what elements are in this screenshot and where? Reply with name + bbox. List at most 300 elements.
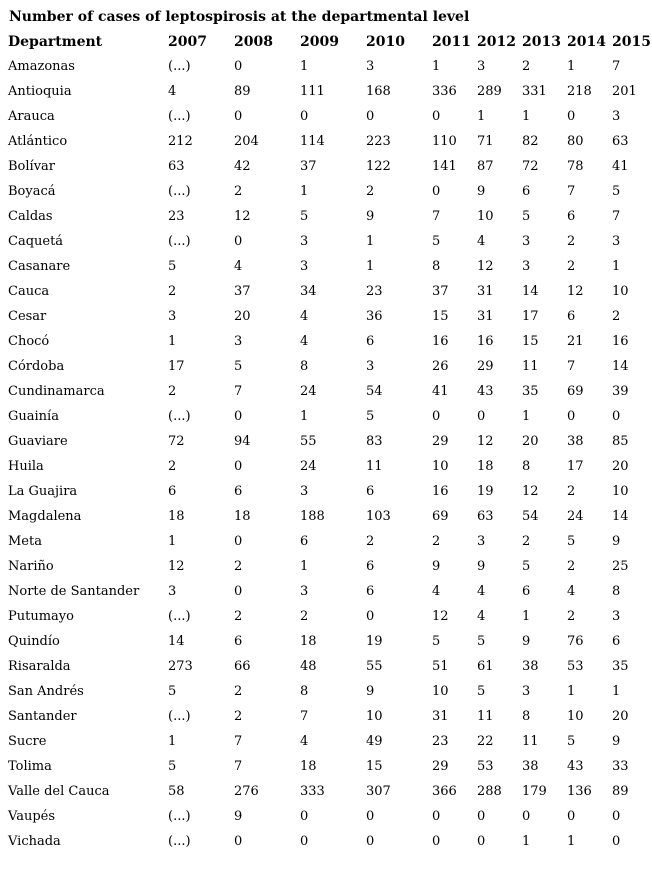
department-name-cell: Amazonas xyxy=(8,59,75,74)
case-count-cell: 20 xyxy=(612,459,629,474)
case-count-cell: 333 xyxy=(300,784,325,799)
case-count-cell: 0 xyxy=(432,409,441,424)
case-count-cell: 5 xyxy=(432,234,441,249)
case-count-cell: 72 xyxy=(522,159,539,174)
case-count-cell: 11 xyxy=(522,734,539,749)
case-count-cell: 1 xyxy=(168,534,177,549)
case-count-cell: 18 xyxy=(300,634,317,649)
case-count-cell: 6 xyxy=(366,484,375,499)
case-count-cell: 41 xyxy=(432,384,449,399)
case-count-cell: 6 xyxy=(567,209,576,224)
case-count-cell: 10 xyxy=(432,459,449,474)
case-count-cell: 2 xyxy=(567,259,576,274)
department-name-cell: Sucre xyxy=(8,734,47,749)
case-count-cell: 1 xyxy=(612,684,621,699)
case-count-cell: 7 xyxy=(432,209,441,224)
case-count-cell: 7 xyxy=(234,384,243,399)
case-count-cell: (...) xyxy=(168,184,191,199)
case-count-cell: 1 xyxy=(522,109,531,124)
case-count-cell: 31 xyxy=(477,309,494,324)
case-count-cell: 2 xyxy=(567,234,576,249)
case-count-cell: 55 xyxy=(366,659,383,674)
case-count-cell: 5 xyxy=(612,184,621,199)
case-count-cell: 0 xyxy=(234,409,243,424)
case-count-cell: 10 xyxy=(477,209,494,224)
case-count-cell: 1 xyxy=(300,409,309,424)
case-count-cell: (...) xyxy=(168,834,191,849)
table-row xyxy=(0,679,652,704)
case-count-cell: 5 xyxy=(366,409,375,424)
case-count-cell: 2 xyxy=(234,609,243,624)
case-count-cell: 307 xyxy=(366,784,391,799)
case-count-cell: 114 xyxy=(300,134,325,149)
case-count-cell: 2 xyxy=(234,184,243,199)
case-count-cell: 336 xyxy=(432,84,457,99)
case-count-cell: 4 xyxy=(477,584,486,599)
case-count-cell: 10 xyxy=(612,484,629,499)
case-count-cell: 85 xyxy=(612,434,629,449)
case-count-cell: 2 xyxy=(432,534,441,549)
case-count-cell: 18 xyxy=(234,509,251,524)
case-count-cell: 6 xyxy=(366,334,375,349)
case-count-cell: 12 xyxy=(168,559,185,574)
case-count-cell: 1 xyxy=(168,734,177,749)
case-count-cell: 5 xyxy=(567,534,576,549)
table-row xyxy=(0,329,652,354)
case-count-cell: 3 xyxy=(522,234,531,249)
case-count-cell: 5 xyxy=(522,209,531,224)
table-row xyxy=(0,304,652,329)
case-count-cell: 42 xyxy=(234,159,251,174)
column-header-year: 2014 xyxy=(567,33,606,50)
case-count-cell: 55 xyxy=(300,434,317,449)
case-count-cell: 16 xyxy=(432,484,449,499)
case-count-cell: 8 xyxy=(300,684,309,699)
case-count-cell: (...) xyxy=(168,59,191,74)
case-count-cell: 136 xyxy=(567,784,592,799)
case-count-cell: 4 xyxy=(477,609,486,624)
case-count-cell: 0 xyxy=(366,109,375,124)
case-count-cell: 34 xyxy=(300,284,317,299)
case-count-cell: 0 xyxy=(234,584,243,599)
case-count-cell: 23 xyxy=(168,209,185,224)
table-row xyxy=(0,429,652,454)
case-count-cell: 0 xyxy=(567,409,576,424)
case-count-cell: 71 xyxy=(477,134,494,149)
case-count-cell: 54 xyxy=(522,509,539,524)
case-count-cell: 14 xyxy=(612,359,629,374)
case-count-cell: 8 xyxy=(612,584,621,599)
case-count-cell: 4 xyxy=(567,584,576,599)
table-header xyxy=(0,29,652,54)
case-count-cell: 1 xyxy=(168,334,177,349)
case-count-cell: 2 xyxy=(300,609,309,624)
case-count-cell: 2 xyxy=(567,559,576,574)
case-count-cell: 2 xyxy=(522,534,531,549)
department-name-cell: Cauca xyxy=(8,284,50,299)
case-count-cell: 41 xyxy=(612,159,629,174)
case-count-cell: (...) xyxy=(168,709,191,724)
case-count-cell: 1 xyxy=(366,234,375,249)
case-count-cell: 0 xyxy=(477,409,486,424)
case-count-cell: 6 xyxy=(612,634,621,649)
department-name-cell: Putumayo xyxy=(8,609,74,624)
column-header-year: 2009 xyxy=(300,33,339,50)
case-count-cell: 4 xyxy=(432,584,441,599)
department-name-cell: Cesar xyxy=(8,309,47,324)
case-count-cell: 15 xyxy=(366,759,383,774)
table-row xyxy=(0,279,652,304)
case-count-cell: 5 xyxy=(522,559,531,574)
case-count-cell: 69 xyxy=(567,384,584,399)
case-count-cell: 3 xyxy=(168,584,177,599)
case-count-cell: 8 xyxy=(522,709,531,724)
case-count-cell: 0 xyxy=(234,234,243,249)
column-header-year: 2015 xyxy=(612,33,651,50)
case-count-cell: 12 xyxy=(477,259,494,274)
case-count-cell: 19 xyxy=(477,484,494,499)
case-count-cell: 6 xyxy=(366,559,375,574)
case-count-cell: 43 xyxy=(477,384,494,399)
case-count-cell: 0 xyxy=(234,459,243,474)
case-count-cell: 23 xyxy=(432,734,449,749)
case-count-cell: 80 xyxy=(567,134,584,149)
case-count-cell: 4 xyxy=(300,334,309,349)
case-count-cell: 5 xyxy=(300,209,309,224)
department-name-cell: Caldas xyxy=(8,209,53,224)
case-count-cell: 3 xyxy=(612,609,621,624)
case-count-cell: 12 xyxy=(567,284,584,299)
case-count-cell: 2 xyxy=(567,484,576,499)
table-row xyxy=(0,504,652,529)
case-count-cell: 14 xyxy=(168,634,185,649)
department-name-cell: Casanare xyxy=(8,259,71,274)
case-count-cell: 0 xyxy=(366,834,375,849)
table-row xyxy=(0,779,652,804)
case-count-cell: 19 xyxy=(366,634,383,649)
case-count-cell: 48 xyxy=(300,659,317,674)
column-header-department: Department xyxy=(8,33,103,50)
case-count-cell: 24 xyxy=(300,459,317,474)
case-count-cell: 0 xyxy=(477,834,486,849)
case-count-cell: 122 xyxy=(366,159,391,174)
case-count-cell: 0 xyxy=(234,59,243,74)
table-row xyxy=(0,754,652,779)
case-count-cell: 83 xyxy=(366,434,383,449)
case-count-cell: 2 xyxy=(612,309,621,324)
case-count-cell: 53 xyxy=(567,659,584,674)
case-count-cell: 38 xyxy=(522,659,539,674)
case-count-cell: 1 xyxy=(522,609,531,624)
case-count-cell: 18 xyxy=(477,459,494,474)
case-count-cell: 2 xyxy=(168,384,177,399)
case-count-cell: 12 xyxy=(477,434,494,449)
case-count-cell: 110 xyxy=(432,134,457,149)
department-name-cell: Antioquia xyxy=(8,84,72,99)
case-count-cell: 37 xyxy=(432,284,449,299)
department-name-cell: Vichada xyxy=(8,834,61,849)
case-count-cell: 11 xyxy=(366,459,383,474)
case-count-cell: 6 xyxy=(168,484,177,499)
case-count-cell: 218 xyxy=(567,84,592,99)
case-count-cell: 2 xyxy=(234,559,243,574)
case-count-cell: 3 xyxy=(477,534,486,549)
case-count-cell: 0 xyxy=(234,534,243,549)
case-count-cell: 53 xyxy=(477,759,494,774)
case-count-cell: 3 xyxy=(300,259,309,274)
case-count-cell: 2 xyxy=(234,709,243,724)
case-count-cell: 5 xyxy=(168,684,177,699)
case-count-cell: 4 xyxy=(234,259,243,274)
department-name-cell: Córdoba xyxy=(8,359,65,374)
table-row xyxy=(0,629,652,654)
case-count-cell: 26 xyxy=(432,359,449,374)
case-count-cell: 2 xyxy=(522,59,531,74)
table-row xyxy=(0,804,652,829)
case-count-cell: 69 xyxy=(432,509,449,524)
case-count-cell: 4 xyxy=(300,309,309,324)
case-count-cell: 0 xyxy=(522,809,531,824)
case-count-cell: 38 xyxy=(567,434,584,449)
case-count-cell: 168 xyxy=(366,84,391,99)
case-count-cell: 2 xyxy=(234,684,243,699)
department-name-cell: Bolívar xyxy=(8,159,56,174)
case-count-cell: 10 xyxy=(366,709,383,724)
case-count-cell: 289 xyxy=(477,84,502,99)
case-count-cell: 9 xyxy=(522,634,531,649)
case-count-cell: 7 xyxy=(567,184,576,199)
case-count-cell: 6 xyxy=(567,309,576,324)
table-row xyxy=(0,129,652,154)
case-count-cell: 11 xyxy=(477,709,494,724)
table-row xyxy=(0,79,652,104)
case-count-cell: 23 xyxy=(366,284,383,299)
case-count-cell: 17 xyxy=(168,359,185,374)
case-count-cell: 2 xyxy=(168,284,177,299)
case-count-cell: 0 xyxy=(366,809,375,824)
case-count-cell: 82 xyxy=(522,134,539,149)
case-count-cell: 39 xyxy=(612,384,629,399)
case-count-cell: 31 xyxy=(432,709,449,724)
leptospirosis-cases-table xyxy=(0,29,652,854)
case-count-cell: 201 xyxy=(612,84,637,99)
case-count-cell: 4 xyxy=(477,234,486,249)
case-count-cell: 20 xyxy=(234,309,251,324)
case-count-cell: 9 xyxy=(612,534,621,549)
department-name-cell: Nariño xyxy=(8,559,54,574)
case-count-cell: (...) xyxy=(168,809,191,824)
case-count-cell: 0 xyxy=(567,809,576,824)
department-name-cell: Guaviare xyxy=(8,434,68,449)
case-count-cell: 6 xyxy=(522,584,531,599)
case-count-cell: 21 xyxy=(567,334,584,349)
case-count-cell: 0 xyxy=(612,834,621,849)
case-count-cell: 9 xyxy=(234,809,243,824)
case-count-cell: 6 xyxy=(522,184,531,199)
case-count-cell: 12 xyxy=(234,209,251,224)
table-row xyxy=(0,254,652,279)
case-count-cell: 25 xyxy=(612,559,629,574)
case-count-cell: 12 xyxy=(432,609,449,624)
case-count-cell: 3 xyxy=(366,359,375,374)
case-count-cell: 87 xyxy=(477,159,494,174)
case-count-cell: 35 xyxy=(612,659,629,674)
case-count-cell: 5 xyxy=(432,634,441,649)
case-count-cell: 89 xyxy=(234,84,251,99)
department-name-cell: Arauca xyxy=(8,109,55,124)
case-count-cell: 78 xyxy=(567,159,584,174)
table-row xyxy=(0,654,652,679)
case-count-cell: 9 xyxy=(366,209,375,224)
case-count-cell: 3 xyxy=(522,684,531,699)
case-count-cell: 7 xyxy=(234,734,243,749)
case-count-cell: 72 xyxy=(168,434,185,449)
column-header-year: 2010 xyxy=(366,33,405,50)
case-count-cell: 111 xyxy=(300,84,325,99)
case-count-cell: 9 xyxy=(432,559,441,574)
case-count-cell: 273 xyxy=(168,659,193,674)
case-count-cell: 0 xyxy=(612,409,621,424)
case-count-cell: 2 xyxy=(366,534,375,549)
table-row xyxy=(0,529,652,554)
column-header-year: 2011 xyxy=(432,33,471,50)
case-count-cell: 29 xyxy=(432,434,449,449)
case-count-cell: 0 xyxy=(300,109,309,124)
case-count-cell: 7 xyxy=(300,709,309,724)
case-count-cell: 54 xyxy=(366,384,383,399)
case-count-cell: 1 xyxy=(432,59,441,74)
table-row xyxy=(0,829,652,854)
case-count-cell: 5 xyxy=(168,259,177,274)
case-count-cell: 10 xyxy=(612,284,629,299)
case-count-cell: 63 xyxy=(477,509,494,524)
case-count-cell: 8 xyxy=(300,359,309,374)
case-count-cell: 61 xyxy=(477,659,494,674)
department-name-cell: La Guajira xyxy=(8,484,78,499)
case-count-cell: 331 xyxy=(522,84,547,99)
case-count-cell: 0 xyxy=(234,109,243,124)
case-count-cell: 1 xyxy=(567,59,576,74)
case-count-cell: 5 xyxy=(168,759,177,774)
case-count-cell: 0 xyxy=(366,609,375,624)
department-name-cell: Caquetá xyxy=(8,234,64,249)
case-count-cell: 17 xyxy=(522,309,539,324)
case-count-cell: 24 xyxy=(567,509,584,524)
case-count-cell: 49 xyxy=(366,734,383,749)
case-count-cell: 103 xyxy=(366,509,391,524)
case-count-cell: 3 xyxy=(366,59,375,74)
case-count-cell: 2 xyxy=(366,184,375,199)
column-header-year: 2007 xyxy=(168,33,207,50)
department-name-cell: Meta xyxy=(8,534,42,549)
case-count-cell: 9 xyxy=(366,684,375,699)
table-row xyxy=(0,404,652,429)
case-count-cell: 31 xyxy=(477,284,494,299)
table-row xyxy=(0,729,652,754)
case-count-cell: 35 xyxy=(522,384,539,399)
department-name-cell: Risaralda xyxy=(8,659,71,674)
case-count-cell: 6 xyxy=(366,584,375,599)
case-count-cell: 94 xyxy=(234,434,251,449)
case-count-cell: 15 xyxy=(432,309,449,324)
department-name-cell: Atlántico xyxy=(8,134,68,149)
case-count-cell: 14 xyxy=(612,509,629,524)
case-count-cell: 0 xyxy=(300,834,309,849)
department-name-cell: Valle del Cauca xyxy=(8,784,110,799)
case-count-cell: 5 xyxy=(234,359,243,374)
department-name-cell: Huila xyxy=(8,459,44,474)
table-row xyxy=(0,579,652,604)
case-count-cell: 7 xyxy=(234,759,243,774)
case-count-cell: 58 xyxy=(168,784,185,799)
case-count-cell: 0 xyxy=(432,184,441,199)
table-row xyxy=(0,704,652,729)
case-count-cell: 212 xyxy=(168,134,193,149)
case-count-cell: 3 xyxy=(300,584,309,599)
case-count-cell: 1 xyxy=(567,834,576,849)
case-count-cell: 3 xyxy=(168,309,177,324)
case-count-cell: 6 xyxy=(300,534,309,549)
case-count-cell: 20 xyxy=(522,434,539,449)
case-count-cell: 29 xyxy=(432,759,449,774)
case-count-cell: 5 xyxy=(567,734,576,749)
case-count-cell: 0 xyxy=(432,834,441,849)
department-name-cell: Vaupés xyxy=(8,809,56,824)
case-count-cell: 18 xyxy=(300,759,317,774)
case-count-cell: 4 xyxy=(300,734,309,749)
case-count-cell: 16 xyxy=(612,334,629,349)
case-count-cell: 5 xyxy=(477,684,486,699)
case-count-cell: 179 xyxy=(522,784,547,799)
case-count-cell: 1 xyxy=(567,684,576,699)
case-count-cell: 37 xyxy=(300,159,317,174)
case-count-cell: 22 xyxy=(477,734,494,749)
case-count-cell: 10 xyxy=(432,684,449,699)
case-count-cell: 0 xyxy=(477,809,486,824)
case-count-cell: 3 xyxy=(234,334,243,349)
table-row xyxy=(0,554,652,579)
case-count-cell: 18 xyxy=(168,509,185,524)
case-count-cell: 37 xyxy=(234,284,251,299)
table-row xyxy=(0,179,652,204)
department-name-cell: Boyacá xyxy=(8,184,56,199)
case-count-cell: 7 xyxy=(567,359,576,374)
column-header-year: 2008 xyxy=(234,33,273,50)
department-name-cell: Quindío xyxy=(8,634,60,649)
case-count-cell: 51 xyxy=(432,659,449,674)
case-count-cell: 43 xyxy=(567,759,584,774)
department-name-cell: Chocó xyxy=(8,334,50,349)
column-header-year: 2012 xyxy=(477,33,516,50)
case-count-cell: 0 xyxy=(612,809,621,824)
case-count-cell: (...) xyxy=(168,234,191,249)
case-count-cell: 9 xyxy=(477,559,486,574)
department-name-cell: Magdalena xyxy=(8,509,82,524)
header-row xyxy=(0,29,652,54)
case-count-cell: 9 xyxy=(612,734,621,749)
case-count-cell: 16 xyxy=(477,334,494,349)
case-count-cell: 7 xyxy=(612,209,621,224)
case-count-cell: 1 xyxy=(522,834,531,849)
case-count-cell: 204 xyxy=(234,134,259,149)
table-row xyxy=(0,604,652,629)
case-count-cell: 3 xyxy=(612,109,621,124)
case-count-cell: 188 xyxy=(300,509,325,524)
table-row xyxy=(0,229,652,254)
table-title: Number of cases of leptospirosis at the departmental level xyxy=(9,9,470,25)
case-count-cell: 3 xyxy=(300,484,309,499)
case-count-cell: 17 xyxy=(567,459,584,474)
